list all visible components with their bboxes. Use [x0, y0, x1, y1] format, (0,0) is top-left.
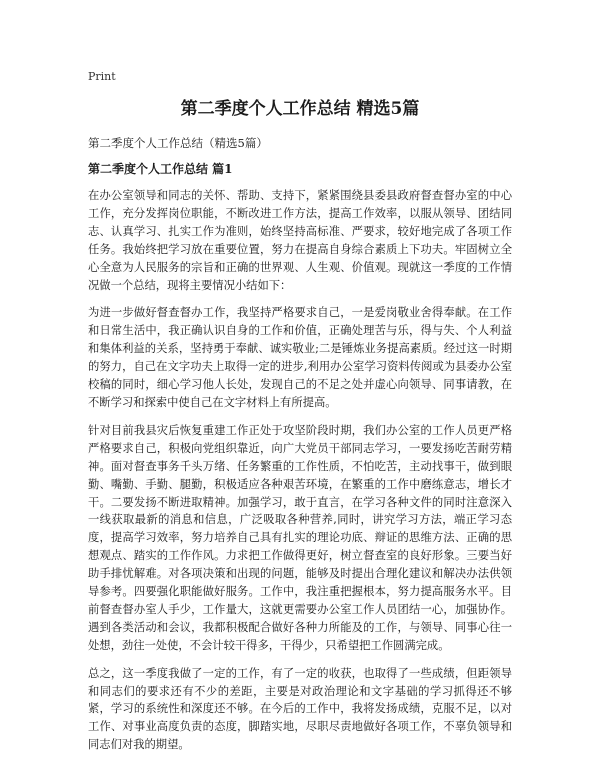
- paragraph-3: 针对目前我县灾后恢复重建工作正处于攻坚阶段时期，我们办公室的工作人员更严格严格要求自己，积极向党组织靠近，向广大党员干部同志学习，一要发扬吃苦耐劳精神。面对督查事务千头万绪、任务繁重的工作性质，不怕吃苦，主动找事干，做到眼勤、嘴勤、手勤、腿勤，积极适应各种艰苦环境，在繁重的工作中磨练意志，增长才干。二要发扬不断进取精神。加强学习，敢于直言，在学习各种文件的同时注意深入一线获取最新的消息和信息，广泛吸取各种营养,同时，讲究学习方法，端正学习态度，提高学习效率，努力培养自己具有扎实的理论功底、辩证的思维方法、正确的思想观点、踏实的工作作风。力求把工作做得更好，树立督查室的良好形象。三要当好助手排忧解难。对各项决策和出现的问题，能够及时提出合理化建议和解决办法供领导参考。四要强化职能做好服务。工作中，我注重把握根本，努力提高服务水平。目前督查督办室人手少，工作量大，这就更需要办公室工作人员团结一心，加强协作。遇到各类活动和会议，我都积极配合做好各种力所能及的工作，与领导、同事心往一处想，劲往一处使，不会计较干得多，干得少，只希望把工作圆满完成。: [88, 423, 512, 652]
- print-link[interactable]: Print: [88, 70, 116, 83]
- paragraph-1: 在办公室领导和同志的关怀、帮助、支持下，紧紧围绕县委县政府督查督办室的中心工作，充分发挥岗位职能，不断改进工作方法，提高工作效率，以服从领导、团结同志、认真学习、扎实工作为准则，始终坚持高标准、严要求，较好地完成了各项工作任务。我始终把学习放在重要位置，努力在提高自身综合素质上下功夫。牢固树立全心全意为人民服务的宗旨和正确的世界观、人生观、价值观。现就这一季度的工作情况做一个总结，现将主要情况小结如下：: [88, 189, 512, 292]
- document-title: 第二季度个人工作总结 精选5篇: [180, 99, 420, 119]
- paragraph-4: 总之，这一季度我做了一定的工作，有了一定的收获，也取得了一些成绩，但距领导和同志们的要求还有不少的差距，主要是对政治理论和文字基础的学习抓得还不够紧，学习的系统性和深度还不够。在今后的工作中，我将发扬成绩，克服不足，以对工作、对事业高度负责的态度，脚踏实地，尽职尽责地做好各项工作，不辜负领导和同志们对我的期望。: [88, 666, 512, 752]
- document-subtitle: 第二季度个人工作总结（精选5篇）: [88, 136, 268, 150]
- paragraph-2: 为进一步做好督查督办工作，我坚持严格要求自己，一是爱岗敬业舍得奉献。在工作和日常生活中，我正确认识自身的工作和价值，正确处理苦与乐，得与失、个人利益和集体利益的关系，坚持勇于奉献、诚实敬业;二是锤炼业务提高素质。经过这一时期的努力，自己在文字功夫上取得一定的进步,利用办公室学习资料传阅或为县委办公室校稿的同时，细心学习他人长处，发现自己的不足之处并虚心向领导、同事请教，在不断学习和探索中使自己在文字材料上有所提高。: [88, 306, 512, 409]
- section-heading: 第二季度个人工作总结 篇1: [88, 162, 233, 176]
